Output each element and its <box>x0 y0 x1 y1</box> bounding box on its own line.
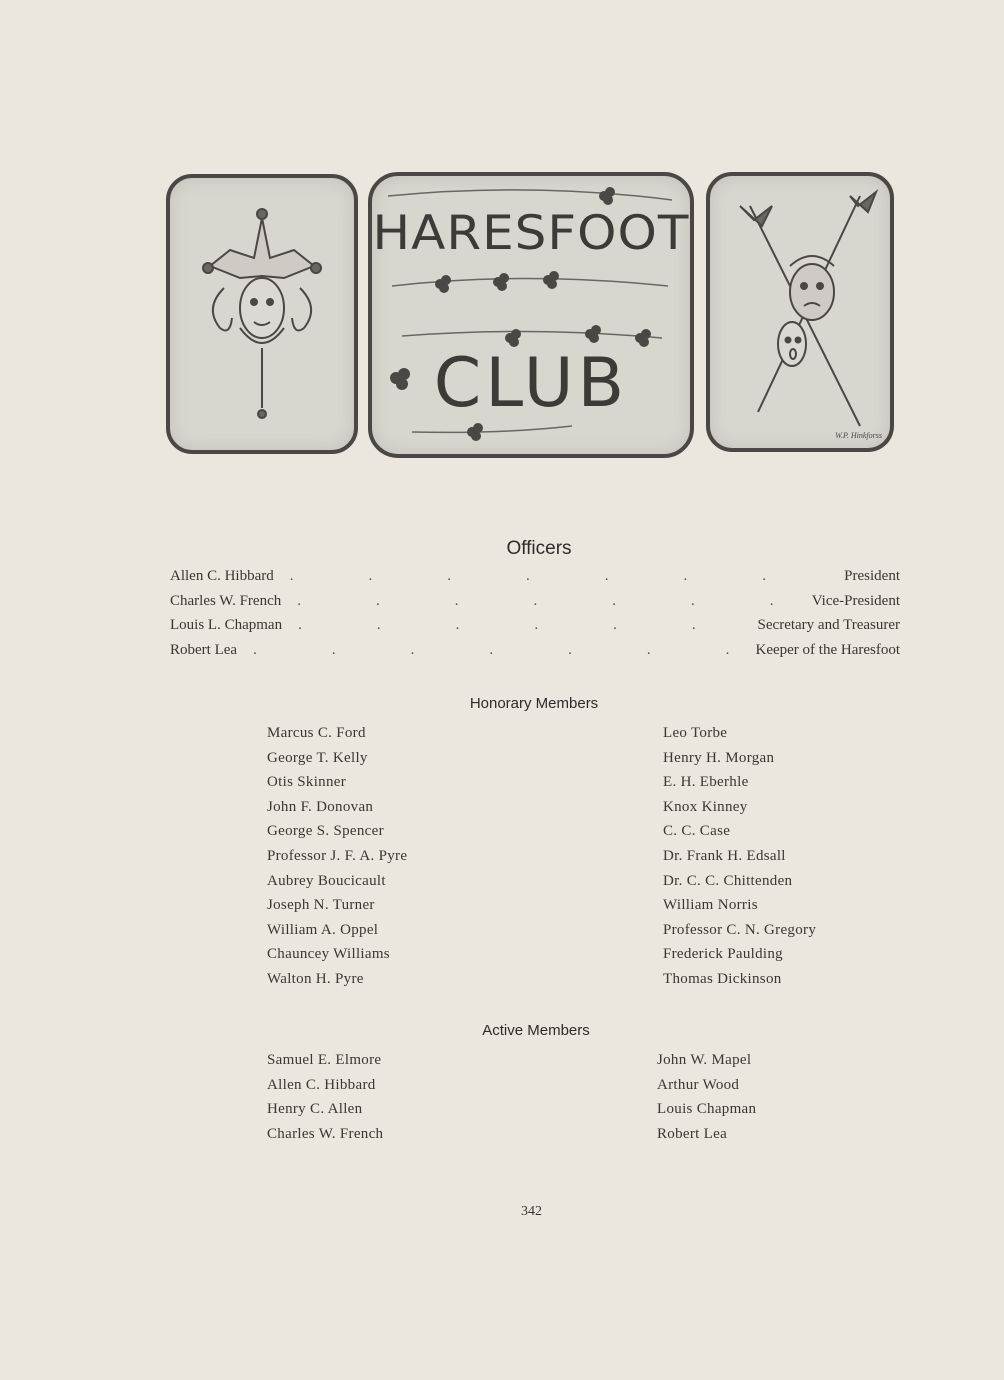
member-name: John W. Mapel <box>657 1052 752 1068</box>
member-name: Arthur Wood <box>657 1076 740 1093</box>
title-panel <box>368 172 694 458</box>
club-lettering: CLUB <box>433 344 629 423</box>
member-name: John F. Donovan <box>267 798 374 815</box>
member-name: Louis Chapman <box>657 1101 757 1118</box>
officer-title: President <box>844 568 900 584</box>
honorary-members-heading: Honorary Members <box>469 695 599 712</box>
officer-name: Charles W. French <box>170 592 282 609</box>
haresfoot-club-illustration <box>160 168 900 468</box>
member-name: Henry C. Allen <box>267 1101 363 1118</box>
haresfoot-lettering: HARESFOOT <box>372 205 690 261</box>
member-name: William A. Oppel <box>267 921 379 938</box>
active-members-heading: Active Members <box>482 1022 590 1039</box>
member-name: William Norris <box>663 897 758 914</box>
officers-heading: Officers <box>506 538 572 559</box>
dot-leader <box>253 642 739 659</box>
member-name: George T. Kelly <box>267 749 368 766</box>
theatre-masks-icon <box>710 176 890 448</box>
member-name: E. H. Eberhle <box>663 774 749 791</box>
member-name: Dr. Frank H. Edsall <box>663 847 786 864</box>
member-name: Dr. C. C. Chittenden <box>663 872 793 889</box>
officer-name: Allen C. Hibbard <box>170 568 274 584</box>
member-name: C. C. Case <box>663 823 731 840</box>
active-members-left-column <box>267 1048 383 1146</box>
officer-name: Louis L. Chapman <box>170 617 283 634</box>
member-name: Allen C. Hibbard <box>267 1076 376 1093</box>
officer-title: Keeper of the Haresfoot <box>755 642 900 659</box>
member-name: Professor C. N. Gregory <box>663 921 817 938</box>
officer-row <box>170 568 900 593</box>
officer-row <box>170 642 900 667</box>
member-name: Marcus C. Ford <box>267 725 366 741</box>
member-name: Aubrey Boucicault <box>267 872 386 889</box>
officer-title: Secretary and Treasurer <box>757 617 900 634</box>
member-name: Charles W. French <box>267 1125 384 1142</box>
artist-signature: W.P. Hinkforss <box>835 431 882 440</box>
member-name: Joseph N. Turner <box>267 897 375 914</box>
member-name: Otis Skinner <box>267 774 347 791</box>
member-name: George S. Spencer <box>267 823 384 840</box>
masks-halberds-panel <box>706 172 894 452</box>
dot-leader <box>290 568 828 585</box>
member-name: Samuel E. Elmore <box>267 1052 382 1068</box>
member-name: Knox Kinney <box>663 798 748 815</box>
dot-leader <box>297 593 796 610</box>
member-name: Professor J. F. A. Pyre <box>267 847 408 864</box>
member-name: Robert Lea <box>657 1125 728 1142</box>
honorary-members-left-column <box>267 721 407 992</box>
honorary-members-right-column <box>663 721 816 992</box>
officer-name: Robert Lea <box>170 642 238 659</box>
officer-row <box>170 617 900 642</box>
member-name: Frederick Paulding <box>663 946 783 963</box>
jester-mask-icon <box>170 178 354 450</box>
member-name: Leo Torbe <box>663 725 728 741</box>
officer-title: Vice-President <box>811 592 900 609</box>
dot-leader <box>298 617 741 634</box>
jester-panel <box>166 174 358 454</box>
member-name: Chauncey Williams <box>267 946 390 963</box>
officers-list <box>170 568 900 667</box>
member-name: Henry H. Morgan <box>663 749 775 766</box>
member-name: Walton H. Pyre <box>267 970 364 987</box>
active-members-right-column <box>657 1048 756 1146</box>
officer-row <box>170 593 900 618</box>
member-name: Thomas Dickinson <box>663 970 782 987</box>
page-number: 342 <box>521 1204 542 1219</box>
